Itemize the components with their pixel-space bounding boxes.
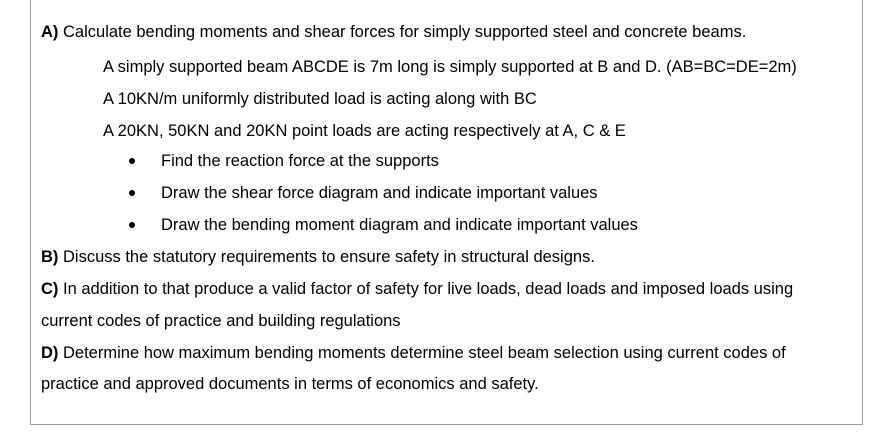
section-c-label: C) xyxy=(41,280,59,298)
task-reaction-forces: Find the reaction force at the supports xyxy=(161,152,439,170)
section-d-line-1 xyxy=(41,343,786,363)
task-bending-moment-diagram: Draw the bending moment diagram and indicate important values xyxy=(161,216,638,234)
beam-description: A simply supported beam ABCDE is 7m long is simply supported at B and D. (AB=BC=DE=2m) xyxy=(103,58,797,76)
section-a-heading-text: Calculate bending moments and shear forces for simply supported steel and concrete beams. xyxy=(58,23,747,41)
section-b xyxy=(41,247,595,267)
section-d-label: D) xyxy=(41,344,59,362)
udl-description: A 10KN/m uniformly distributed load is acting along with BC xyxy=(103,90,537,108)
section-b-text: Discuss the statutory requirements to ensure safety in structural designs. xyxy=(58,248,595,266)
section-c-line-2: current codes of practice and building regulations xyxy=(41,312,401,330)
section-d-text-1: Determine how maximum bending moments determine steel beam selection using current codes of xyxy=(58,344,786,362)
section-d-line-2: practice and approved documents in terms of economics and safety. xyxy=(41,375,539,393)
bullet-icon xyxy=(129,158,135,164)
point-loads-description: A 20KN, 50KN and 20KN point loads are acting respectively at A, C & E xyxy=(103,122,626,140)
bullet-icon xyxy=(129,222,135,228)
section-c-line-1 xyxy=(41,279,793,299)
section-b-label: B) xyxy=(41,248,59,266)
bullet-icon xyxy=(129,190,135,196)
section-a-heading xyxy=(41,22,746,42)
task-shear-force-diagram: Draw the shear force diagram and indicate important values xyxy=(161,184,598,202)
section-c-text-1: In addition to that produce a valid factor of safety for live loads, dead loads and imposed loads using xyxy=(58,280,794,298)
section-a-label: A) xyxy=(41,23,59,41)
